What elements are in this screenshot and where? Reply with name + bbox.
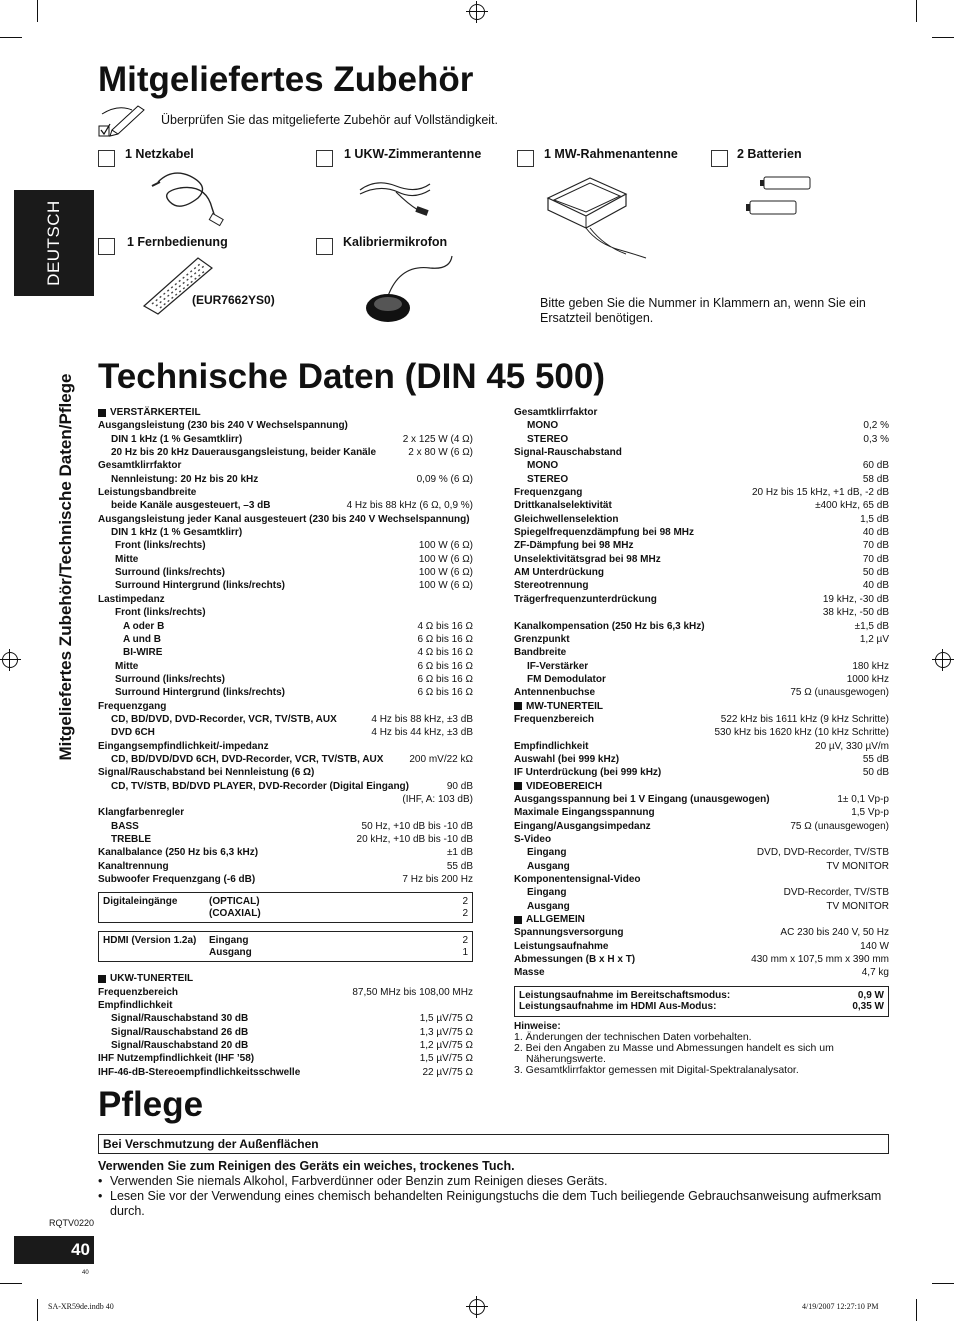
spec-label: BASS	[111, 820, 139, 832]
spec-row	[98, 433, 473, 446]
spec-row	[514, 566, 889, 579]
section-square-icon	[514, 916, 522, 924]
spec-label: beide Kanäle ausgesteuert, –3 dB	[111, 500, 271, 512]
checkbox-batteries[interactable]	[711, 150, 728, 167]
spec-value: AC 230 bis 240 V, 50 Hz	[780, 927, 889, 939]
spec-label: Antennenbuchse	[514, 687, 596, 699]
spec-row	[98, 593, 473, 606]
spec-label: A und B	[123, 633, 161, 645]
spec-value: 87,50 MHz bis 108,00 MHz	[352, 986, 473, 998]
spec-value: 1,2 µV/75 Ω	[419, 1040, 473, 1052]
spec-value: 50 Hz, +10 dB bis -10 dB	[361, 820, 473, 832]
spec-value: 1,5 dB	[860, 513, 889, 525]
language-tab-label: DEUTSCH	[44, 200, 63, 286]
spec-value: 38 kHz, -50 dB	[822, 607, 889, 619]
power-consumption-box: Leistungsaufnahme im Bereitschaftsmodus: 0,9 W Leistungsaufnahme im HDMI Aus-Modus: 0,35 W	[514, 986, 889, 1017]
spec-row	[514, 766, 889, 779]
spec-row	[98, 1052, 473, 1065]
crop-mark	[0, 37, 22, 38]
spec-label: Subwoofer Frequenzgang (-6 dB)	[98, 874, 256, 886]
spec-value: 100 W (6 Ω)	[418, 580, 473, 592]
spec-label: Frequenzbereich	[98, 986, 179, 998]
notes-line: 2. Bei den Angaben zu Masse und Abmessungen handelt es sich um	[514, 1041, 834, 1054]
spec-label: Signal-Rauschabstand	[514, 447, 622, 459]
spec-value: 40 dB	[862, 527, 889, 539]
spec-label: IF-Verstärker	[527, 660, 589, 672]
spec-label: MONO	[527, 460, 559, 472]
spec-label: Eingang	[527, 847, 567, 859]
spec-row	[514, 553, 889, 566]
spec-label: Leistungsaufnahme	[514, 940, 609, 952]
spec-label: Ausgang	[527, 860, 570, 872]
accessory-fm-antenna: 1 UKW-Zimmerantenne	[344, 147, 482, 161]
spec-row	[98, 660, 473, 673]
care-box	[98, 1134, 889, 1154]
spec-row	[514, 686, 889, 699]
registration-mark-icon	[935, 652, 951, 668]
care-title: Pflege	[98, 1085, 204, 1124]
spec-row	[98, 793, 473, 806]
spec-value: 4 Hz bis 88 kHz (6 Ω, 0,9 %)	[346, 500, 473, 512]
spec-label: ZF-Dämpfung bei 98 MHz	[514, 540, 634, 552]
spec-row	[98, 700, 473, 713]
batteries-icon	[744, 173, 814, 219]
spec-value: TV MONITOR	[826, 900, 889, 912]
spec-row	[98, 446, 473, 459]
spec-label: BI-WIRE	[123, 647, 163, 659]
spec-label: Signal/Rauschabstand 20 dB	[111, 1040, 249, 1052]
spec-label: Eingang	[527, 887, 567, 899]
accessory-remote: 1 Fernbedienung	[127, 235, 228, 249]
spec-value: 90 dB	[446, 780, 473, 792]
side-section-title: Mitgeliefertes Zubehör/Technische Daten/Pflege	[56, 373, 75, 761]
spec-row	[98, 1066, 473, 1079]
spec-value: 0,3 %	[863, 433, 889, 445]
bullet-icon: •	[98, 1189, 103, 1203]
spec-row	[514, 539, 889, 552]
spec-row	[514, 740, 889, 753]
spec-label: Signal/Rauschabstand bei Nennleistung (6 Ω)	[98, 767, 315, 779]
spec-value: 50 dB	[862, 567, 889, 579]
spec-label: Front (links/rechts)	[115, 540, 206, 552]
spec-row	[98, 740, 473, 753]
accessory-batteries: 2 Batterien	[737, 147, 802, 161]
spec-value: ±1,5 dB	[854, 620, 889, 632]
spec-label: CD, BD/DVD/DVD 6CH, DVD-Recorder, VCR, TV/STB, AUX	[111, 753, 384, 765]
spec-row	[98, 1012, 473, 1025]
spec-row	[98, 633, 473, 646]
spec-value: 6 Ω bis 16 Ω	[417, 673, 473, 685]
spec-label: A oder B	[123, 620, 165, 632]
checkbox-fm-antenna[interactable]	[316, 150, 333, 167]
spec-row	[98, 606, 473, 619]
spec-value: 55 dB	[862, 753, 889, 765]
notes-line: Näherungswerte.	[526, 1052, 606, 1065]
spec-row	[514, 660, 889, 673]
spec-label: Maximale Eingangsspannung	[514, 807, 655, 819]
spec-label: Surround (links/rechts)	[115, 673, 226, 685]
spec-row	[514, 793, 889, 806]
spec-value: 50 dB	[862, 767, 889, 779]
spec-value: 6 Ω bis 16 Ω	[417, 660, 473, 672]
spec-row	[514, 419, 889, 432]
spec-value: 180 kHz	[852, 660, 889, 672]
spec-value: 430 mm x 107,5 mm x 390 mm	[751, 954, 889, 966]
spec-label: DVD 6CH	[111, 727, 155, 739]
spec-label: Lastimpedanz	[98, 593, 165, 605]
spec-label: Ausgangsleistung jeder Kanal ausgesteuert (230 bis 240 V Wechselspannung)	[98, 513, 470, 525]
spec-row	[514, 966, 889, 979]
spec-row	[98, 499, 473, 512]
spec-label: Spiegelfrequenzdämpfung bei 98 MHz	[514, 527, 695, 539]
spec-label: STEREO	[527, 433, 569, 445]
spec-row	[98, 766, 473, 779]
spec-row	[98, 1026, 473, 1039]
spec-value: 70 dB	[862, 553, 889, 565]
spec-value: (IHF, A: 103 dB)	[402, 793, 473, 805]
pen-check-icon	[98, 102, 150, 140]
spec-value: 1000 kHz	[846, 673, 889, 685]
notes-line: 3. Gesamtklirrfaktor gemessen mit Digital-Spektralanalysator.	[514, 1063, 799, 1076]
spec-value: 70 dB	[862, 540, 889, 552]
spec-label: FM Demodulator	[527, 673, 606, 685]
spec-value: 40 dB	[862, 580, 889, 592]
spec-label: Drittkanalselektivität	[514, 500, 612, 512]
spec-row	[98, 419, 473, 432]
file-name: SA-XR59de.indb 40	[48, 1302, 114, 1311]
spec-row	[98, 566, 473, 579]
spec-row	[98, 620, 473, 633]
spec-row	[98, 526, 473, 539]
registration-mark-icon	[469, 1299, 485, 1315]
spec-value: 1± 0,1 Vp-p	[837, 793, 889, 805]
spec-value: DVD, DVD-Recorder, TV/STB	[756, 847, 889, 859]
spec-label: Gesamtklirrfaktor	[514, 407, 598, 418]
spec-label: Grenzpunkt	[514, 633, 570, 645]
spec-label: Surround Hintergrund (links/rechts)	[115, 580, 286, 592]
spec-row	[514, 593, 889, 606]
spec-row	[514, 820, 889, 833]
spec-row	[514, 633, 889, 646]
spec-row	[514, 900, 889, 913]
spec-row	[98, 686, 473, 699]
spec-value: 100 W (6 Ω)	[418, 567, 473, 579]
care-lead: Verwenden Sie zum Reinigen des Geräts ein weiches, trockenes Tuch.	[98, 1159, 515, 1173]
spec-label: Abmessungen (B x H x T)	[514, 954, 636, 966]
spec-row	[98, 513, 473, 526]
fm-section-header: UKW-TUNERTEIL	[98, 972, 473, 985]
spec-value: 4 Ω bis 16 Ω	[417, 620, 473, 632]
spec-value: 4,7 kg	[861, 967, 889, 979]
fm-antenna-icon	[356, 176, 436, 220]
spec-row	[514, 473, 889, 486]
spec-row	[514, 406, 889, 419]
spec-label: Empfindlichkeit	[514, 740, 589, 752]
spec-row	[514, 646, 889, 659]
spec-row	[514, 499, 889, 512]
general-section-header: ALLGEMEIN	[514, 913, 889, 926]
spec-label: Surround (links/rechts)	[115, 567, 226, 579]
spec-row	[514, 459, 889, 472]
spec-value: 60 dB	[862, 460, 889, 472]
checkbox-mic[interactable]	[316, 238, 333, 255]
spec-row	[98, 553, 473, 566]
notes-line: 1. Änderungen der technischen Daten vorbehalten.	[514, 1030, 752, 1043]
spec-label: Masse	[514, 967, 545, 979]
spec-row	[98, 539, 473, 552]
spec-label: Bandbreite	[514, 647, 567, 659]
spec-row	[98, 726, 473, 739]
spec-label: CD, TV/STB, BD/DVD PLAYER, DVD-Recorder (Digital Eingang)	[111, 780, 409, 792]
amp-section-header: VERSTÄRKERTEIL	[98, 406, 473, 419]
spec-row	[514, 526, 889, 539]
spec-row	[98, 673, 473, 686]
spec-row	[514, 806, 889, 819]
spec-row	[514, 579, 889, 592]
accessory-mic: Kalibriermikrofon	[343, 235, 448, 249]
spec-value: 22 µV/75 Ω	[422, 1066, 473, 1078]
spec-row	[98, 873, 473, 886]
spec-row	[98, 459, 473, 472]
spec-row	[98, 486, 473, 499]
spec-label: MONO	[527, 420, 559, 432]
spec-value: 1,2 µV	[859, 633, 889, 645]
page-number: 40	[14, 1236, 94, 1264]
spec-label: DIN 1 kHz (1 % Gesamtklirr)	[111, 433, 243, 445]
spec-row	[514, 486, 889, 499]
specs-title: Technische Daten (DIN 45 500)	[98, 357, 606, 396]
spec-label: Mitte	[115, 553, 139, 565]
spec-value: 4 Ω bis 16 Ω	[417, 647, 473, 659]
spec-value: 100 W (6 Ω)	[418, 540, 473, 552]
am-antenna-icon	[542, 174, 654, 266]
spec-row	[514, 620, 889, 633]
accessory-power-cable: 1 Netzkabel	[125, 147, 194, 161]
spec-label: Stereotrennung	[514, 580, 589, 592]
spec-label: Kanalkompensation (250 Hz bis 6,3 kHz)	[514, 620, 705, 632]
spec-value: 1,5 µV/75 Ω	[419, 1053, 473, 1065]
spec-value: 7 Hz bis 200 Hz	[402, 874, 473, 886]
spec-label: S-Video	[514, 834, 552, 845]
crop-mark	[932, 1283, 954, 1284]
spec-label: Frequenzbereich	[514, 713, 595, 725]
registration-mark-icon	[2, 652, 18, 668]
spec-label: Eingang/Ausgangsimpedanz	[514, 820, 651, 832]
spec-value: 2 x 80 W (6 Ω)	[408, 447, 473, 459]
page-number-small: 40	[82, 1270, 89, 1276]
spec-row	[514, 846, 889, 859]
spec-label: Frequenzgang	[514, 487, 583, 499]
spec-row	[514, 753, 889, 766]
notes-title: Hinweise:	[514, 1020, 561, 1032]
spec-row	[514, 433, 889, 446]
spec-value: 1,5 µV/75 Ω	[419, 1013, 473, 1025]
spec-value: ±400 kHz, 65 dB	[815, 500, 889, 512]
crop-mark	[916, 0, 917, 22]
spec-row	[514, 926, 889, 939]
spec-row	[98, 986, 473, 999]
checkbox-remote[interactable]	[98, 238, 115, 255]
spec-value: 4 Hz bis 44 kHz, ±3 dB	[371, 727, 473, 739]
section-square-icon	[98, 409, 106, 417]
spec-label: Mitte	[115, 660, 139, 672]
spec-row	[514, 953, 889, 966]
spec-row	[514, 606, 889, 619]
remote-code: (EUR7662YS0)	[192, 293, 275, 307]
spec-label: Gesamtklirrfaktor	[98, 460, 182, 472]
spec-label: Klangfarbenregler	[98, 807, 185, 819]
spec-row	[98, 473, 473, 486]
spec-row	[98, 860, 473, 873]
specs-right-column	[514, 406, 889, 1076]
section-square-icon	[514, 702, 522, 710]
crop-mark	[916, 1299, 917, 1321]
spec-value: 75 Ω (unausgewogen)	[790, 687, 889, 699]
spec-value: 19 kHz, -30 dB	[822, 593, 889, 605]
spec-value: 200 mV/22 kΩ	[409, 753, 473, 765]
spec-label: Komponentensignal-Video	[514, 874, 641, 886]
spec-row	[514, 446, 889, 459]
spec-label: STEREO	[527, 473, 569, 485]
spec-label: Trägerfrequenzunterdrückung	[514, 593, 657, 605]
spec-label: Ausgang	[527, 900, 570, 912]
spec-value: 0,09 % (6 Ω)	[416, 473, 473, 485]
spec-label: Gleichwellenselektion	[514, 513, 619, 525]
spec-row	[98, 806, 473, 819]
spec-label: Empfindlichkeit	[98, 1000, 173, 1012]
checkbox-power-cable[interactable]	[98, 150, 115, 167]
spec-row	[514, 873, 889, 886]
specs-left-column	[98, 406, 473, 1079]
spec-row	[98, 999, 473, 1012]
spec-label: Kanaltrennung	[98, 860, 169, 872]
section-square-icon	[98, 975, 106, 983]
spec-row	[514, 940, 889, 953]
crop-mark	[0, 1283, 22, 1284]
spec-value: DVD-Recorder, TV/STB	[783, 887, 889, 899]
spec-label: Nennleistung: 20 Hz bis 20 kHz	[111, 473, 259, 485]
spec-row	[98, 833, 473, 846]
spec-row	[514, 886, 889, 899]
power-cable-icon	[150, 168, 230, 230]
spec-value: 4 Hz bis 88 kHz, ±3 dB	[371, 713, 473, 725]
check-note: Überprüfen Sie das mitgelieferte Zubehör auf Vollständigkeit.	[161, 113, 498, 127]
bullet-icon: •	[98, 1174, 103, 1188]
spec-label: IHF-46-dB-Stereoempfindlichkeitsschwelle	[98, 1066, 301, 1078]
spec-label: Signal/Rauschabstand 26 dB	[111, 1026, 249, 1038]
spec-label: Ausgangsleistung (230 bis 240 V Wechselspannung)	[98, 420, 348, 432]
spec-row	[98, 780, 473, 793]
spec-label: Unselektivitätsgrad bei 98 MHz	[514, 553, 661, 565]
spec-value: 1,5 Vp-p	[851, 807, 889, 819]
spec-label: Ausgangsspannung bei 1 V Eingang (unausgewogen)	[514, 793, 770, 805]
spec-row	[98, 579, 473, 592]
microphone-icon	[360, 252, 460, 328]
spec-value: 100 W (6 Ω)	[418, 553, 473, 565]
spec-value: 2 x 125 W (4 Ω)	[402, 433, 473, 445]
spec-row	[98, 713, 473, 726]
spec-row	[98, 646, 473, 659]
spec-row	[514, 713, 889, 726]
spec-value: 0,2 %	[863, 420, 889, 432]
crop-mark	[37, 1299, 38, 1321]
spec-label: CD, BD/DVD, DVD-Recorder, VCR, TV/STB, AUX	[111, 713, 337, 725]
spec-row	[98, 1039, 473, 1052]
spec-label: Surround Hintergrund (links/rechts)	[115, 687, 286, 699]
spec-label: 20 Hz bis 20 kHz Dauerausgangsleistung, beider Kanäle	[111, 447, 377, 459]
checkbox-am-antenna[interactable]	[517, 150, 534, 167]
section-square-icon	[514, 782, 522, 790]
spec-label: Eingangsempfindlichkeit/-impedanz	[98, 740, 269, 752]
spec-value: 58 dB	[862, 473, 889, 485]
spec-row	[514, 833, 889, 846]
hdmi-box: HDMI (Version 1.2a) Eingang 2 Ausgang 1	[98, 931, 473, 962]
spec-value: 20 µV, 330 µV/m	[815, 740, 889, 752]
spec-label: Front (links/rechts)	[115, 607, 206, 619]
spec-value: 522 kHz bis 1611 kHz (9 kHz Schritte)	[720, 713, 889, 725]
accessory-am-antenna: 1 MW-Rahmenantenne	[544, 147, 678, 161]
spec-value: 55 dB	[446, 860, 473, 872]
spec-row	[514, 673, 889, 686]
care-box-title: Bei Verschmutzung der Außenflächen	[103, 1137, 319, 1151]
crop-mark	[932, 37, 954, 38]
spec-value: 75 Ω (unausgewogen)	[790, 820, 889, 832]
spec-value: 530 kHz bis 1620 kHz (10 kHz Schritte)	[714, 727, 889, 739]
spec-label: Signal/Rauschabstand 30 dB	[111, 1013, 249, 1025]
spec-label: IF Unterdrückung (bei 999 kHz)	[514, 767, 662, 779]
spec-label: Auswahl (bei 999 kHz)	[514, 753, 620, 765]
spec-label: Leistungsbandbreite	[98, 487, 197, 499]
spec-value: 1,3 µV/75 Ω	[419, 1026, 473, 1038]
spec-label: AM Unterdrückung	[514, 567, 604, 579]
spec-label: Spannungsversorgung	[514, 927, 624, 939]
registration-mark-icon	[469, 4, 485, 20]
spec-value: ±1 dB	[446, 847, 473, 859]
spec-row	[98, 820, 473, 833]
accessories-title: Mitgeliefertes Zubehör	[98, 60, 474, 99]
spec-label: Frequenzgang	[98, 700, 167, 712]
print-date: 4/19/2007 12:27:10 PM	[802, 1302, 879, 1311]
spec-label: TREBLE	[111, 834, 151, 845]
spec-label: DIN 1 kHz (1 % Gesamtklirr)	[111, 527, 243, 539]
spec-row	[514, 860, 889, 873]
care-bullets: • Verwenden Sie niemals Alkohol, Farbverdünner oder Benzin zum Reinigen dieses Geräts. • Lesen Sie vor der Verwendung eines chemisch behandelten Reinigungstuchs die dem Tuch beiliegende Gebrauchsanweisung aufmerksam durch.	[98, 1174, 882, 1218]
spec-label: Kanalbalance (250 Hz bis 6,3 kHz)	[98, 847, 259, 859]
spec-label: IHF Nutzempfindlichkeit (IHF ’58)	[98, 1053, 255, 1065]
spec-value: 20 Hz bis 15 kHz, +1 dB, -2 dB	[751, 487, 889, 499]
spec-value: TV MONITOR	[826, 860, 889, 872]
spec-value: 6 Ω bis 16 Ω	[417, 633, 473, 645]
spec-row	[514, 726, 889, 739]
digital-inputs-box: Digitaleingänge (OPTICAL) 2 (COAXIAL) 2	[98, 892, 473, 923]
spec-value: 20 kHz, +10 dB bis -10 dB	[356, 834, 473, 845]
replacement-note: Bitte geben Sie die Nummer in Klammern an, wenn Sie ein Ersatzteil benötigen.	[540, 296, 866, 325]
spec-row	[98, 846, 473, 859]
spec-row	[514, 513, 889, 526]
doc-code: RQTV0220	[49, 1218, 95, 1228]
video-section-header: VIDEOBEREICH	[514, 780, 889, 793]
spec-value: 6 Ω bis 16 Ω	[417, 687, 473, 699]
mw-section-header: MW-TUNERTEIL	[514, 700, 889, 713]
crop-mark	[37, 0, 38, 22]
spec-row	[98, 753, 473, 766]
spec-value: 140 W	[860, 940, 889, 952]
